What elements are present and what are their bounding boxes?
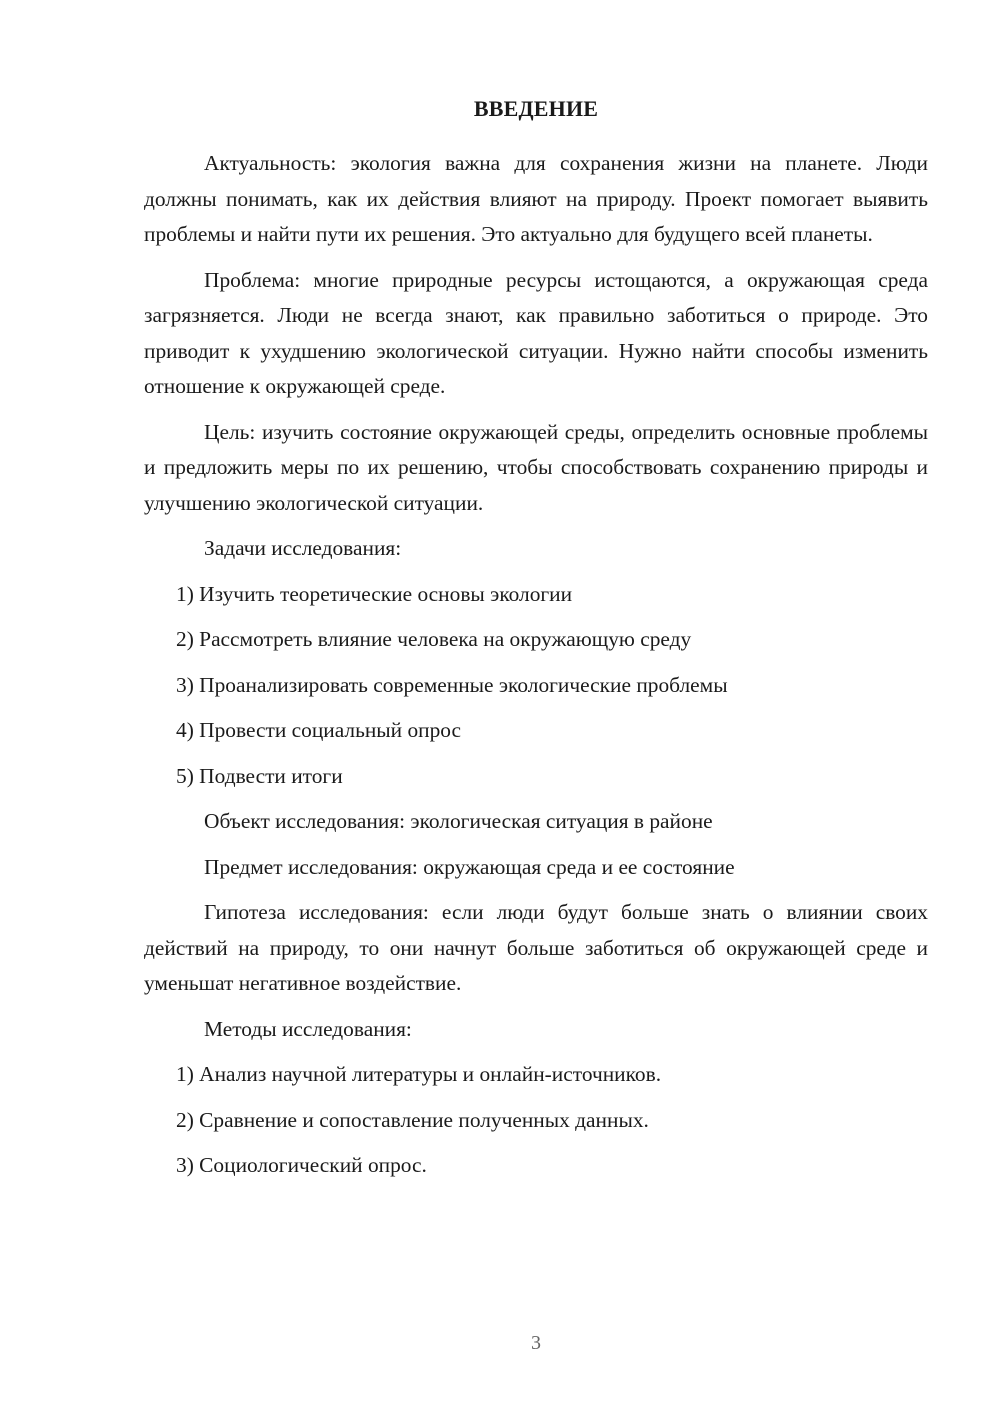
research-subject: Предмет исследования: окружающая среда и ее состояние [204,854,735,879]
tasks-list [144,577,928,795]
method-item: 1) Анализ научной литературы и онлайн-источников. [176,1062,662,1086]
task-item: 4) Провести социальный опрос [176,718,462,742]
research-object: Объект исследования: экологическая ситуация в районе [204,809,713,833]
page-title: ВВЕДЕНИЕ [473,96,599,121]
hypothesis-paragraph: Гипотеза исследования: если люди будут больше знать о влиянии своих действий на природу, то они начнут больше заботиться об окружающей среде и уменьшат негативное воздействие. [144,900,928,995]
goal-paragraph: Цель: изучить состояние окружающей среды, определить основные проблемы и предложить меры по их решению, чтобы способствовать сохранению природы и улучшению экологической ситуации. [144,419,928,515]
methods-heading: Методы исследования: [204,1016,412,1041]
tasks-heading: Задачи исследования: [204,536,402,560]
methods-list [144,1057,928,1184]
task-item: 3) Проанализировать современные экологические проблемы [176,672,728,697]
task-item: 2) Рассмотреть влияние человека на окружающую среду [176,627,692,651]
relevance-paragraph: Актуальность: экология важна для сохранения жизни на планете. Люди должны понимать, как их действия влияют на природу. Проект помогает выявить проблемы и найти пути их решения. Это актуально для будущего всей планеты. [144,151,928,246]
problem-paragraph: Проблема: многие природные ресурсы истощаются, а окружающая среда загрязняется. Люди не всегда знают, как правильно заботиться о природе. Это приводит к ухудшению экологической ситуации. Нужно найти способы изменить отношение к окружающей среде. [144,267,928,398]
page-number: 3 [531,1332,541,1354]
method-item: 2) Сравнение и сопоставление полученных данных. [176,1107,649,1132]
task-item: 5) Подвести итоги [176,763,343,788]
document-body [144,146,928,1194]
method-item: 3) Социологический опрос. [176,1153,427,1177]
task-item: 1) Изучить теоретические основы экологии [176,581,573,606]
